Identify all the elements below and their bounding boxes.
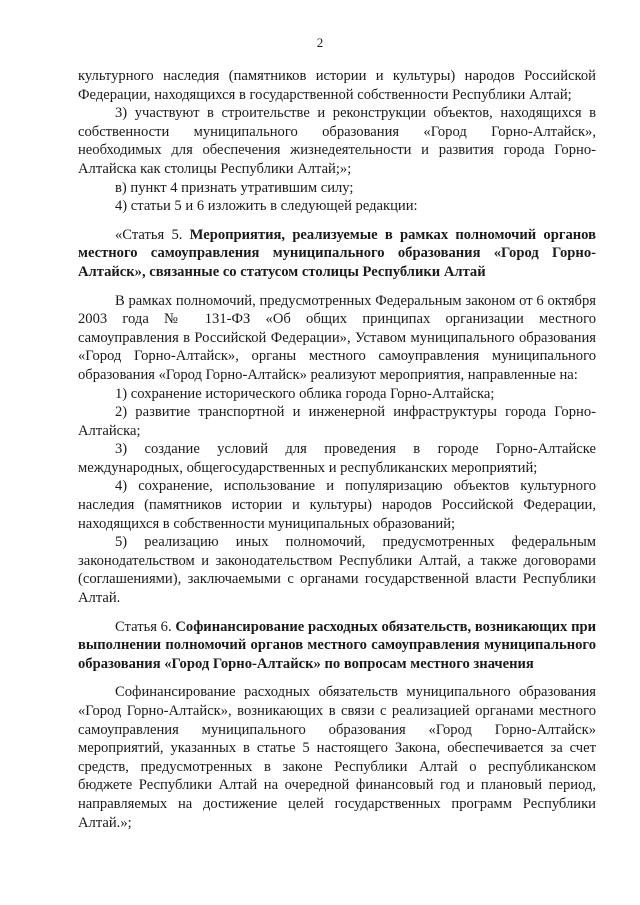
paragraph-heritage: культурного наследия (памятников истории и культуры) народов Российской Федерации, находящихся в государственной собственности Республики Алтай;: [78, 68, 596, 103]
article-5-intro: В рамках полномочий, предусмотренных Федеральным законом от 6 октября 2003 года № 131-ФЗ «Об общих принципах организации местного самоуправления в Российской Федерации», Уставом муниципального образования «Город Горно-Алтайск», органы местного самоуправления муниципального образования «Город Горно-Алтайск» реализуют мероприятия, направленные на:: [78, 292, 596, 383]
article-5-heading: [78, 226, 596, 282]
page-number: 2: [316, 35, 324, 50]
article-6-heading: [78, 618, 596, 674]
paragraph-item-4: 4) статьи 5 и 6 изложить в следующей редакции:: [115, 198, 418, 215]
article-5-item-4: 4) сохранение, использование и популяризацию объектов культурного наследия (памятников истории и культуры) народов Российской Федерации, находящихся в собственности муниципальных образований;: [78, 478, 596, 532]
article-5-item-3: 3) создание условий для проведения в городе Горно-Алтайске международных, общегосударственных и республиканских мероприятий;: [78, 441, 596, 476]
article-6-title: Софинансирование расходных обязательств, возникающих при выполнении полномочий органов местного самоуправления муниципального образования «Город Горно-Алтайск» по вопросам местного значения: [78, 618, 596, 672]
article-6-body: Софинансирование расходных обязательств муниципального образования «Город Горно-Алтайск», возникающих в связи с реализацией органами местного самоуправления муниципального образования «Город Горно-Алтайск» мероприятий, указанных в статье 5 настоящего Закона, обеспечивается за счет средств, предусмотренных в законе Республики Алтай о республиканском бюджете Республики Алтай на очередной финансовый год и плановый период, направляемых на достижение целей государственных программ Республики Алтай.»;: [78, 684, 596, 831]
article-5-prefix: «Статья 5.: [115, 226, 190, 243]
article-5-title: Мероприятия, реализуемые в рамках полномочий органов местного самоуправления муниципального образования «Город Горно-Алтайск», связанные со статусом столицы Республики Алтай: [78, 226, 596, 280]
article-5-item-2: 2) развитие транспортной и инженерной инфраструктуры города Горно-Алтайска;: [78, 404, 596, 439]
paragraph-item-3: 3) участвуют в строительстве и реконструкции объектов, находящихся в собственности муниципального образования «Город Горно-Алтайск», необходимых для обеспечения жизнедеятельности и развития города Горно-Алтайска как столицы Республики Алтай;»;: [78, 105, 596, 177]
article-5-item-1: 1) сохранение исторического облика города Горно-Алтайска;: [115, 385, 495, 402]
paragraph-point-v: в) пункт 4 признать утратившим силу;: [115, 179, 354, 196]
document-body: [78, 67, 596, 832]
article-6-prefix: Статья 6.: [115, 618, 176, 635]
article-5-item-5: 5) реализацию иных полномочий, предусмотренных федеральным законодательством и законодательством Республики Алтай, а также договорами (соглашениями), заключаемыми с органами государственной власти Республики Алтай.: [78, 534, 596, 607]
